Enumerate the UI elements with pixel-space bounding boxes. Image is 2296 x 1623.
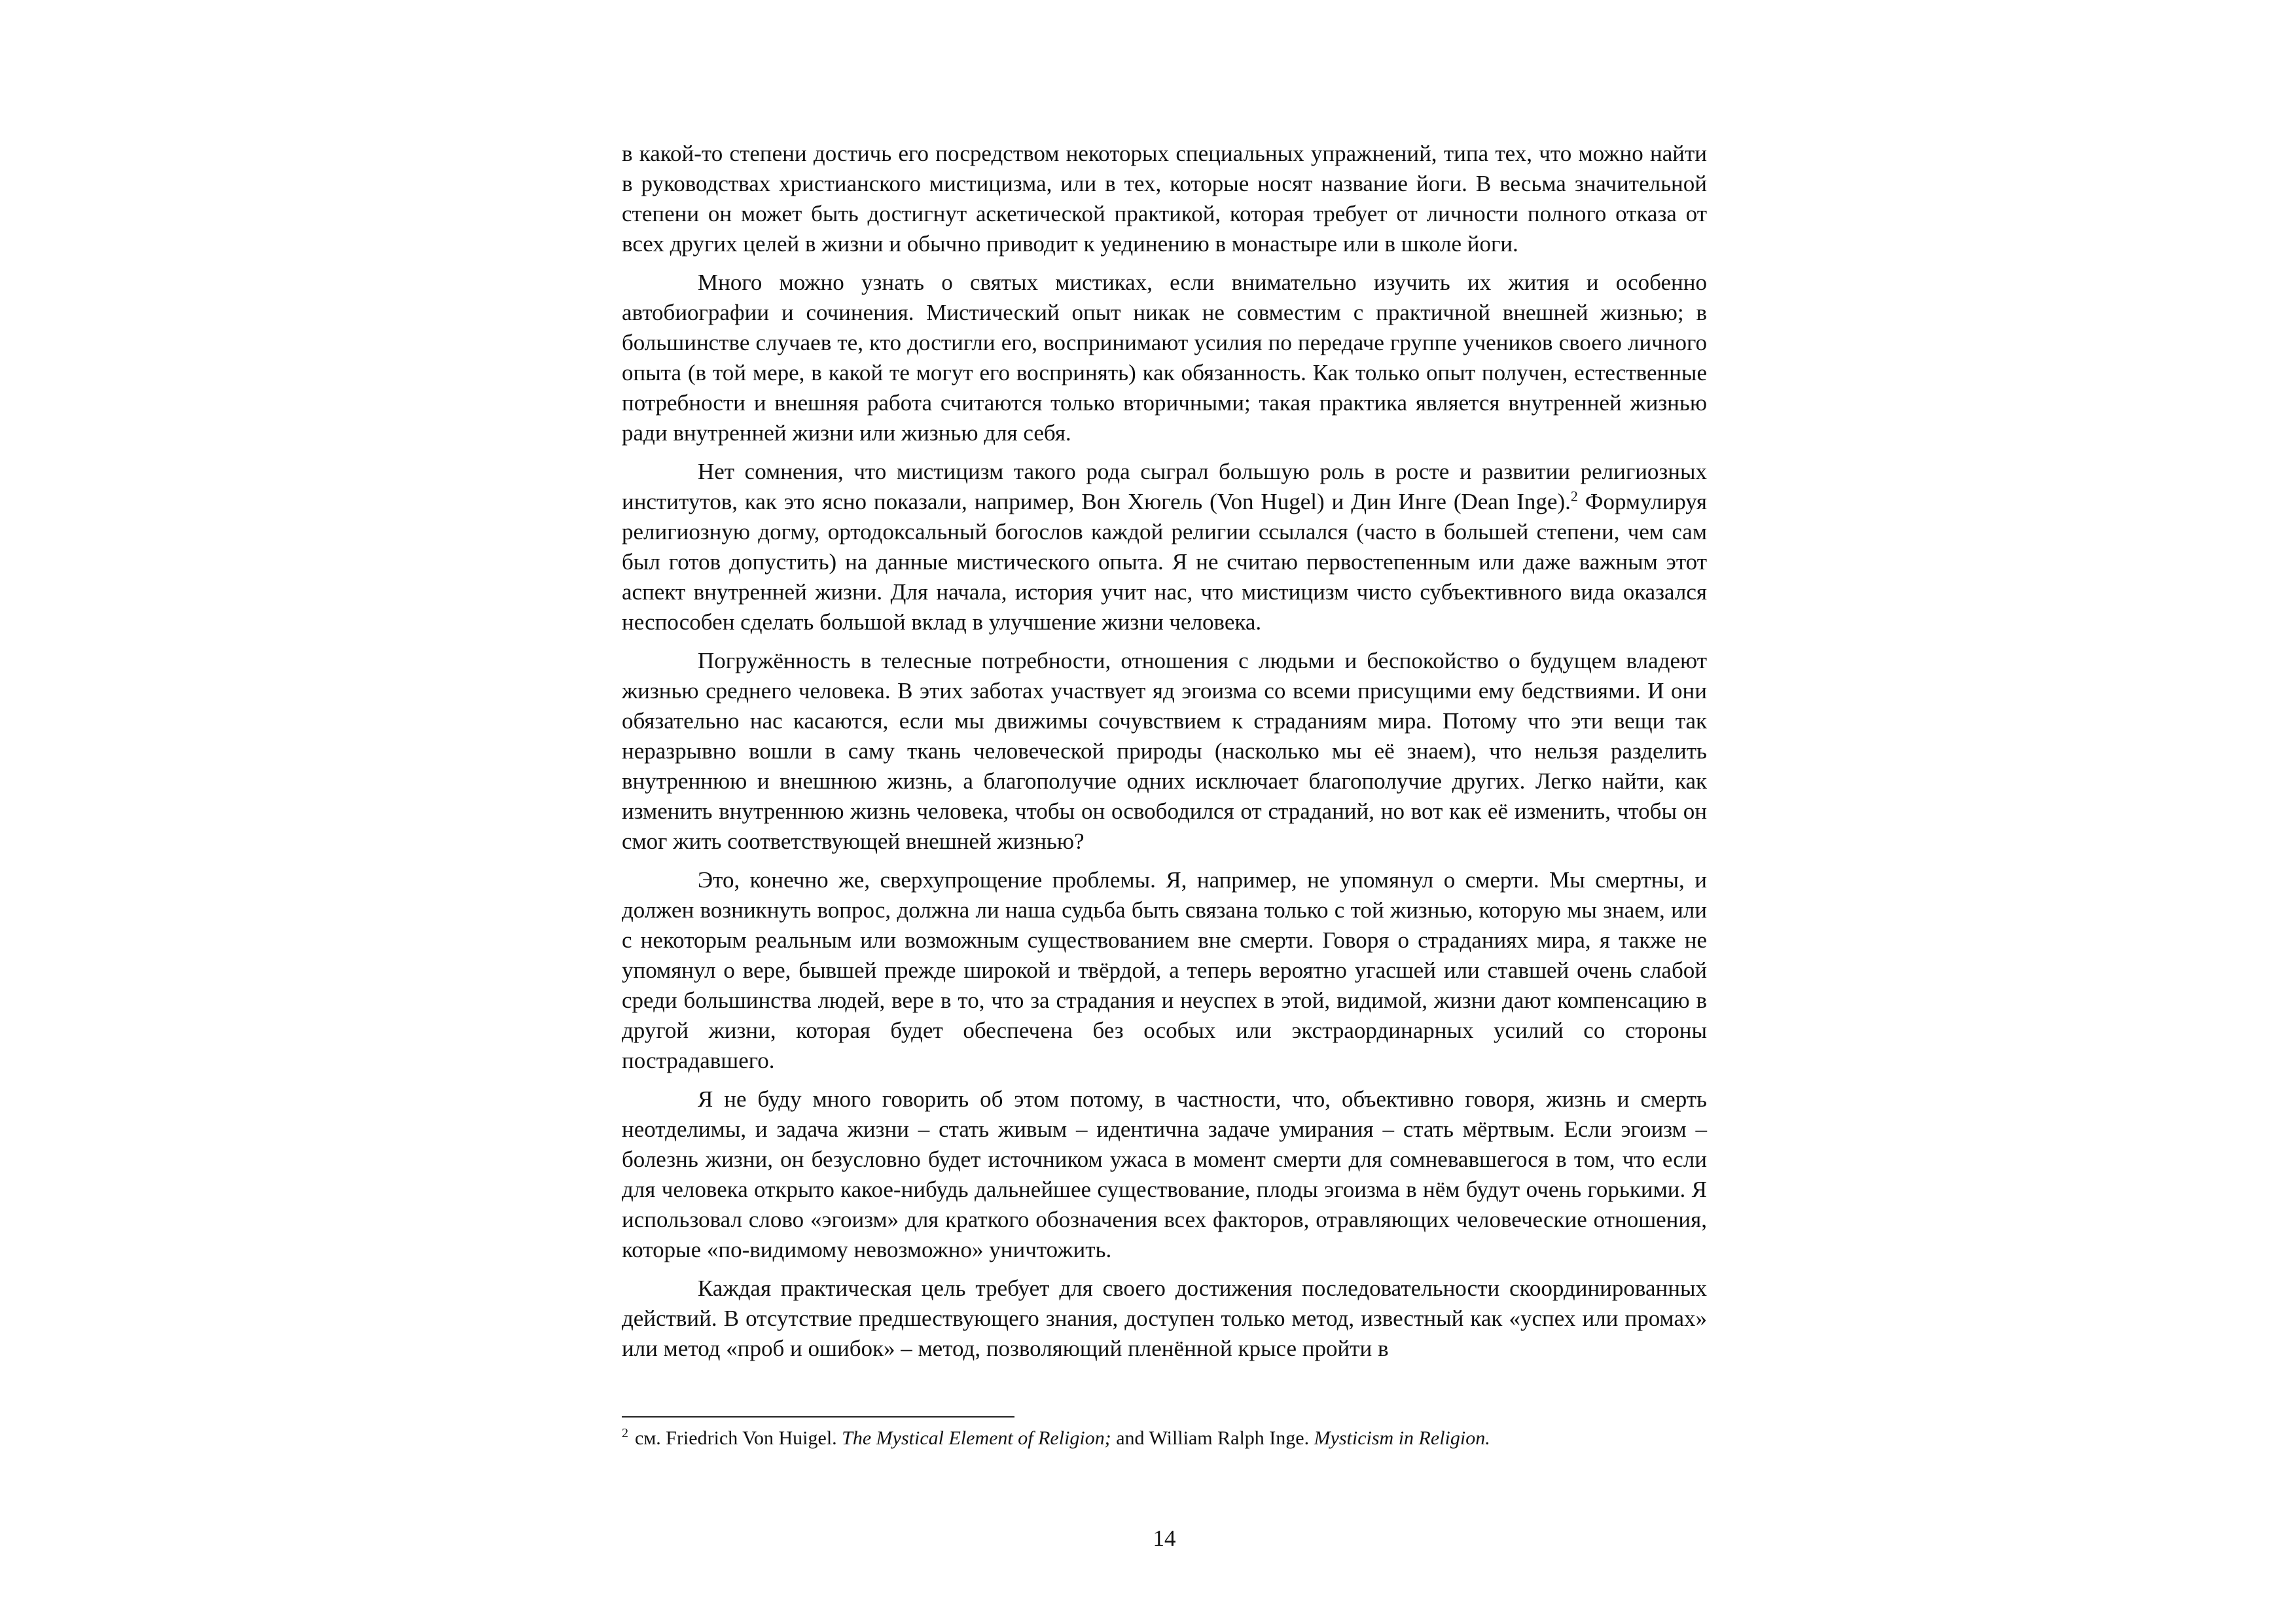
footnote-divider	[622, 1416, 1014, 1418]
footnote-middle: and William Ralph Inge.	[1111, 1427, 1314, 1449]
footnote	[622, 1425, 1707, 1452]
paragraph-6: Я не буду много говорить об этом потому, в частности, что, объективно говоря, жизнь и смерть неотделимы, и задача жизни – стать живым – идентична задаче умирания – стать мёртвым. Если эгоизм – болезнь жизни, он безусловно будет источником ужаса в момент смерти для сомневавшегося в том, что если для человека открыто какое-нибудь дальнейшее существование, плоды эгоизма в нём будут очень горькими. Я использовал слово «эгоизм» для краткого обозначения всех факторов, отравляющих человеческие отношения, которые «по-видимому невозможно» уничтожить.	[622, 1086, 1707, 1262]
main-text	[622, 139, 1707, 1372]
paragraph-3-text-before: Нет сомнения, что мистицизм такого рода сыграл большую роль в росте и развитии религиозных институтов, как это ясно показали, например, Вон Хюгель (Von Hugel) и Дин Инге (Dean Inge).	[622, 459, 1707, 514]
paragraph-3-text-after: Формулируя религиозную догму, ортодоксальный богослов каждой религии ссылался (часто в большей степени, чем сам был готов допустить) на данные мистического опыта. Я не считаю первостепенным или даже важным этот аспект внутренней жизни. Для начала, история учит нас, что мистицизм чисто субъективного вида оказался неспособен сделать большой вклад в улучшение жизни человека.	[622, 489, 1708, 635]
paragraph-7: Каждая практическая цель требует для своего достижения последовательности скоординированных действий. В отсутствие предшествующего знания, доступен только метод, известный как «успех или промах» или метод «проб и ошибок» – метод, позволяющий пленённой крысе пройти в	[622, 1275, 1707, 1361]
paragraph-3	[622, 457, 1707, 637]
footnote-number: 2	[622, 1426, 628, 1440]
paragraph-5: Это, конечно же, сверхупрощение проблемы. Я, например, не упомянул о смерти. Мы смертны, и должен возникнуть вопрос, должна ли наша судьба быть связана только с той жизнью, которую мы знаем, или с некоторым реальным или возможным существованием вне смерти. Говоря о страданиях мира, я также не упомянул о вере, бывшей прежде широкой и твёрдой, а теперь вероятно угасшей или ставшей очень слабой среди большинства людей, вере в то, что за страдания и неуспех в этой, видимой, жизни дают компенсацию в другой жизни, которая будет обеспечена без особых или экстраординарных усилий со стороны пострадавшего.	[622, 867, 1707, 1073]
footnote-prefix: см. Friedrich Von Huigel.	[635, 1427, 842, 1449]
footnote-reference[interactable]: 2	[1570, 488, 1578, 505]
paragraph-2: Много можно узнать о святых мистиках, если внимательно изучить их жития и особенно автобиографии и сочинения. Мистический опыт никак не совместим с практичной внешней жизнью; в большинстве случаев те, кто достигли его, воспринимают усилия по передаче группе учеников своего личного опыта (в той мере, в какой те могут его воспринять) как обязанность. Как только опыт получен, естественные потребности и внешняя работа считаются только вторичными; такая практика является внутренней жизнью ради внутренней жизни или жизнью для себя.	[622, 270, 1707, 446]
footnote-title-1: The Mystical Element of Religion;	[842, 1427, 1111, 1449]
footnote-title-2: Mysticism in Religion.	[1314, 1427, 1490, 1449]
paragraph-4: Погружённость в телесные потребности, отношения с людьми и беспокойство о будущем владеют жизнью среднего человека. В этих заботах участвует яд эгоизма со всеми присущими ему бедствиями. И они обязательно нас касаются, если мы движимы сочувствием к страданиям мира. Потому что эти вещи так неразрывно вошли в саму ткань человеческой природы (насколько мы её знаем), что нельзя разделить внутреннюю и внешнюю жизнь, а благополучие одних исключает благополучие других. Легко найти, как изменить внутреннюю жизнь человека, чтобы он освободился от страданий, но вот как её изменить, чтобы он смог жить соответствующей внешней жизнью?	[622, 648, 1707, 854]
page-number: 14	[1153, 1525, 1176, 1551]
paragraph-1: в какой-то степени достичь его посредством некоторых специальных упражнений, типа тех, что можно найти в руководствах христианского мистицизма, или в тех, которые носят название йоги. В весьма значительной степени он может быть достигнут аскетической практикой, которая требует от личности полного отказа от всех других целей в жизни и обычно приводит к уединению в монастыре или в школе йоги.	[622, 141, 1707, 257]
